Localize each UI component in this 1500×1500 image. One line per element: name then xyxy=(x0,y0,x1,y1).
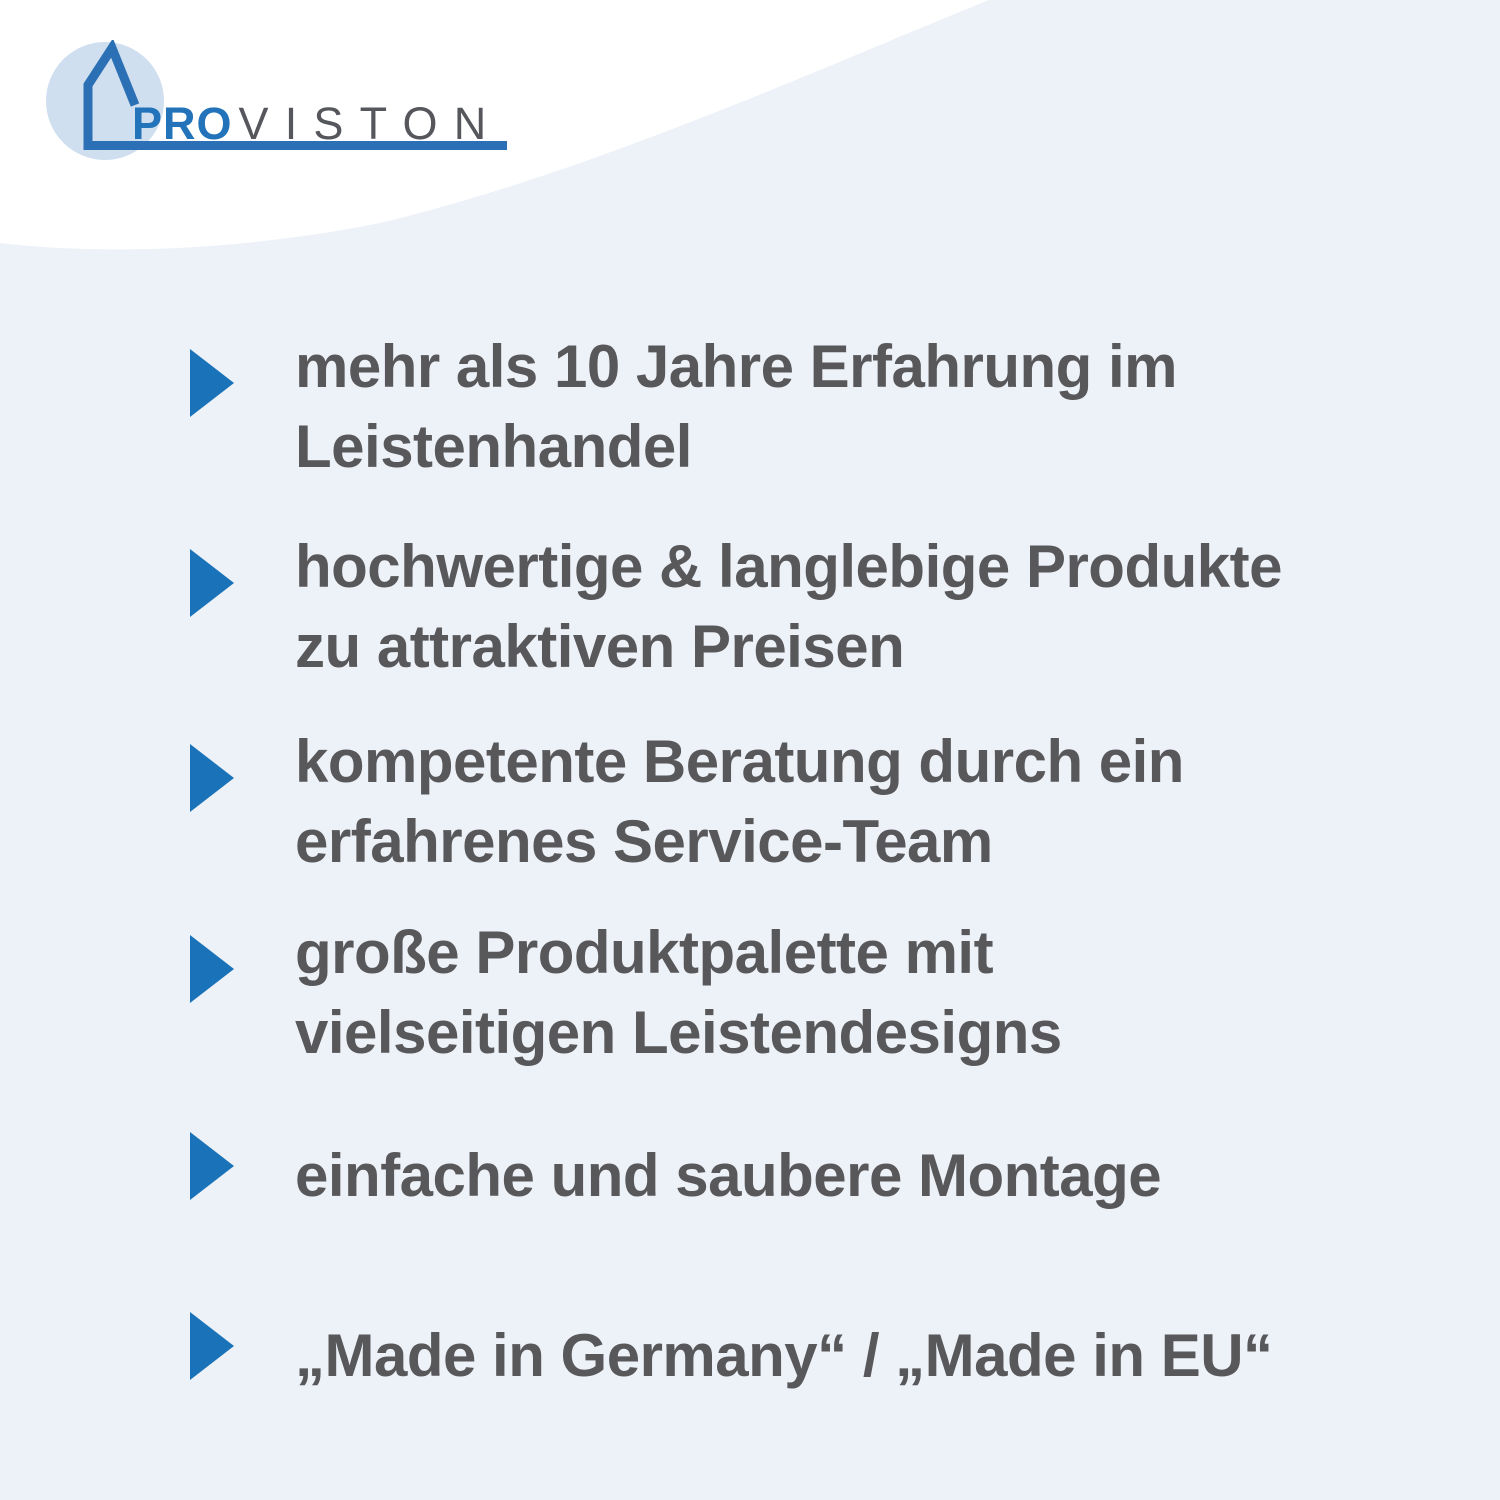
list-item-text xyxy=(295,527,1282,687)
list-item-line: zu attraktiven Preisen xyxy=(295,613,905,680)
brand-wordmark xyxy=(132,98,503,149)
list-item xyxy=(190,722,1420,882)
list-item-line: erfahrenes Service-Team xyxy=(295,808,993,875)
arrow-right-icon xyxy=(190,1132,234,1200)
list-item-text xyxy=(295,1136,1161,1216)
list-item-text xyxy=(295,913,1062,1073)
list-item xyxy=(190,913,1420,1073)
list-item-line: kompetente Beratung durch ein xyxy=(295,728,1184,795)
arrow-right-icon xyxy=(190,1312,234,1380)
list-item-text xyxy=(295,1316,1273,1396)
list-item-line: vielseitigen Leistendesigns xyxy=(295,999,1062,1066)
list-item-text xyxy=(295,327,1177,487)
proviston-logo xyxy=(40,40,540,165)
list-item-line: mehr als 10 Jahre Erfahrung im xyxy=(295,333,1178,400)
arrow-right-icon xyxy=(190,935,234,1003)
list-item-line: hochwertige & langlebige Produkte xyxy=(295,533,1282,600)
arrow-right-icon xyxy=(190,744,234,812)
list-item xyxy=(190,327,1420,487)
arrow-right-icon xyxy=(190,549,234,617)
list-item-line: Leistenhandel xyxy=(295,413,692,480)
list-item-line: große Produktpalette mit xyxy=(295,919,994,986)
list-item xyxy=(190,1316,1420,1396)
list-item-line: einfache und saubere Montage xyxy=(295,1142,1162,1209)
list-item xyxy=(190,527,1420,687)
list-item-line: „Made in Germany“ / „Made in EU“ xyxy=(295,1322,1273,1389)
brand-name-bold: PRO xyxy=(132,98,233,149)
arrow-right-icon xyxy=(190,349,234,417)
list-item xyxy=(190,1136,1420,1216)
brand-name-light: VISTON xyxy=(238,98,503,149)
list-item-text xyxy=(295,722,1184,882)
